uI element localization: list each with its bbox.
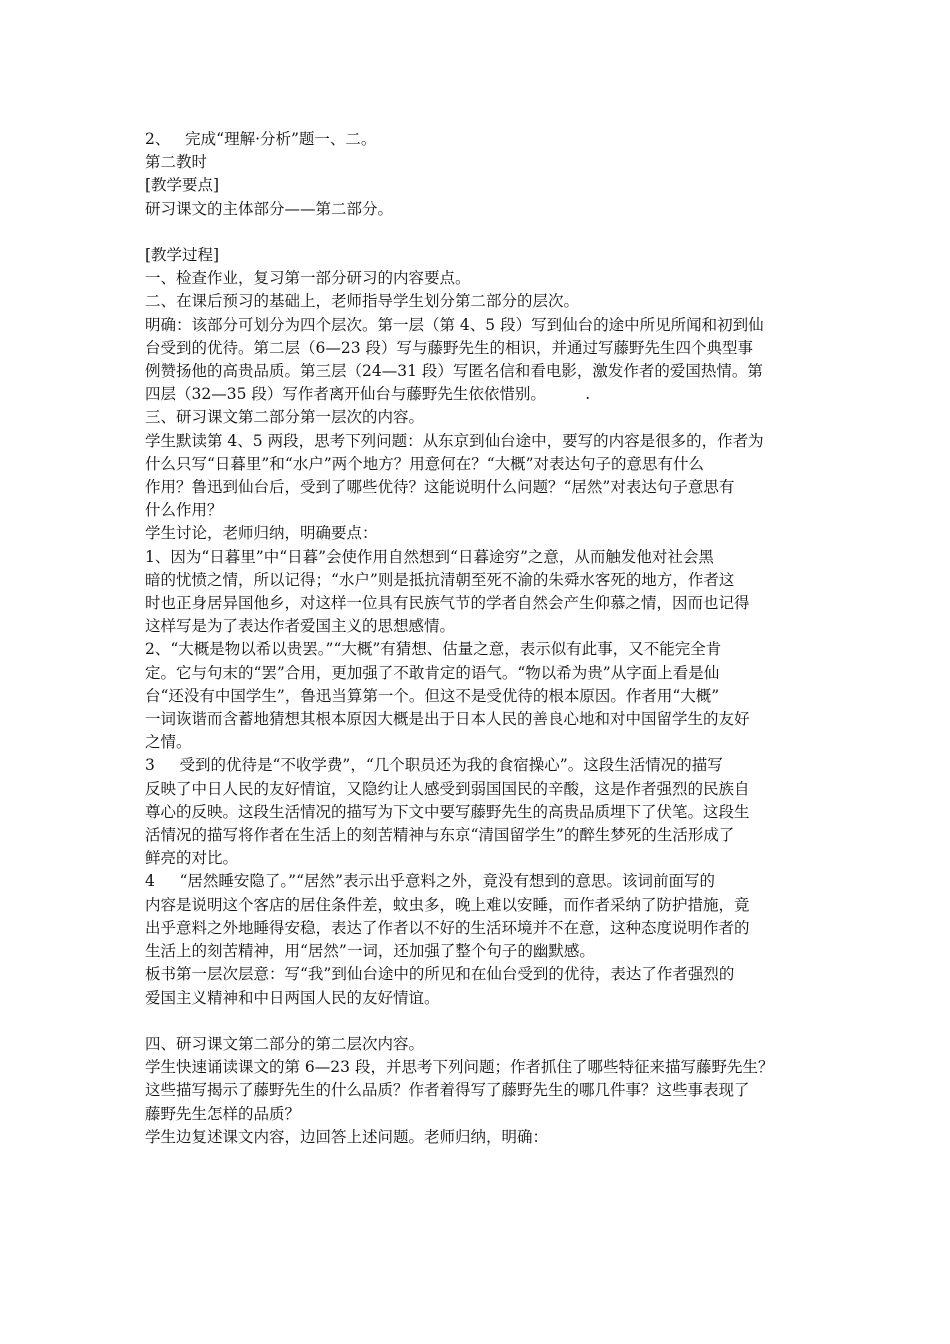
text-line: 台“还没有中国学生”，鲁迅当算第一个。但这不是受优待的根本原因。作者用“大概” <box>145 686 720 705</box>
text-line: 什么只写“日暮里”和“水户”两个地方？用意何在？“大概”对表达句子的意思有什么 <box>145 454 705 473</box>
section-heading: 第二教时 <box>145 153 208 172</box>
text-line: 作用？鲁迅到仙台后，受到了哪些优待？这能说明什么问题？“居然”对表达句子意思有 <box>145 478 735 497</box>
document-body <box>145 128 813 1149</box>
text-line: 二、在课后预习的基础上，老师指导学生划分第二部分的层次。 <box>145 292 580 311</box>
text-line: 研习课文的主体部分——第二部分。 <box>145 199 394 218</box>
text-line: 三、研习课文第二部分第一层次的内容。 <box>145 408 425 427</box>
text-line: 学生边复述课文内容，边回答上述问题。老师归纳，明确： <box>145 1127 549 1146</box>
text-line: 内容是说明这个客店的居住条件差，蚊虫多，晚上难以安睡，而作者采纳了防护措施，竟 <box>145 895 750 914</box>
text-line: 时也正身居异国他乡，对这样一位具有民族气节的学者自然会产生仰慕之情，因而也记得 <box>145 594 750 613</box>
text-line: 藤野先生怎样的品质？ <box>145 1104 301 1123</box>
text-line: 尊心的反映。这段生活情况的描写为下文中要写藤野先生的高贵品质埋下了伏笔。这段生 <box>145 802 750 821</box>
text-line: 4 “居然睡安隐了。”“居然”表示出乎意料之外，竟没有想到的意思。该词前面写的 <box>145 872 715 891</box>
section-label: [教学过程] <box>145 246 220 264</box>
text-line: 四层（32—35 段）写作者离开仙台与藤野先生依依惜别。 . <box>145 385 591 404</box>
text-line: 台受到的优待。第二层（6—23 段）写与藤野先生的相识，并通过写藤野先生四个典型事 <box>145 338 754 357</box>
text-line: 定。它与句末的“罢”合用，更加强了不敢肯定的语气。“物以希为贵”从字面上看是仙 <box>145 663 720 682</box>
text-line: 学生讨论，老师归纳，明确要点： <box>145 524 378 543</box>
text-line: 爱国主义精神和中日两国人民的友好情谊。 <box>145 988 440 1007</box>
text-line: 学生快速诵读课文的第 6—23 段，并思考下列问题；作者抓住了哪些特征来描写藤野先生？ <box>145 1058 774 1077</box>
text-line: 这样写是为了表达作者爱国主义的思想感情。 <box>145 617 456 636</box>
blank-line <box>145 221 813 244</box>
text-line: 鲜亮的对比。 <box>145 849 239 868</box>
text-line: 暗的忧愤之情，所以记得；“水户”则是抵抗清朝至死不渝的朱舜水客死的地方，作者这 <box>145 570 735 589</box>
text-line: 反映了中日人民的友好情谊，又隐约让人感受到弱国国民的辛酸，这是作者强烈的民族自 <box>145 779 750 798</box>
text-line: 1、因为“日暮里”中“日暮”会使作用自然想到“日暮途穷”之意，从而触发他对社会黑 <box>145 547 714 566</box>
text-line: 2、 完成“理解·分析”题一、二。 <box>145 130 377 148</box>
text-line: 明确：该部分可划分为四个层次。第一层（第 4、5 段）写到仙台的途中所见所闻和初到仙 <box>145 315 764 334</box>
text-line: 四、研习课文第二部分的第二层次内容。 <box>145 1034 425 1053</box>
text-line: 板书第一层次层意：写“我”到仙台途中的所见和在仙台受到的优待，表达了作者强烈的 <box>145 965 735 984</box>
text-line: 例赞扬他的高贵品质。第三层（24—31 段）写匿名信和看电影，激发作者的爱国热情。第 <box>145 362 763 381</box>
blank-line <box>145 1010 813 1033</box>
section-label: [教学要点] <box>145 176 220 195</box>
text-line: 2、“大概是物以希以贵罢。”“大概”有猜想、估量之意，表示似有此事，又不能完全肯 <box>145 640 722 659</box>
text-line: 活情况的描写将作者在生活上的刻苦精神与东京“清国留学生”的醉生梦死的生活形成了 <box>145 826 735 845</box>
text-line: 学生默读第 4、5 两段，思考下列问题：从东京到仙台途中，要写的内容是很多的，作者为 <box>145 431 764 450</box>
text-line: 什么作用？ <box>145 501 223 520</box>
text-line: 出乎意料之外地睡得安稳，表达了作者以不好的生活环境并不在意，这种态度说明作者的 <box>145 918 750 937</box>
text-line: 一、检查作业，复习第一部分研习的内容要点。 <box>145 269 471 288</box>
text-line: 生活上的刻苦精神，用“居然”一词，还加强了整个句子的幽默感。 <box>145 942 595 961</box>
text-line: 一词诙谐而含蓄地猜想其根本原因大概是出于日本人民的善良心地和对中国留学生的友好 <box>145 710 750 729</box>
text-line: 这些描写揭示了藤野先生的什么品质？作者着得写了藤野先生的哪几件事？这些事表现了 <box>145 1081 750 1100</box>
text-line: 3 受到的优待是“不收学费”，“几个职员还为我的食宿操心”。这段生活情况的描写 <box>145 756 723 775</box>
text-line: 之情。 <box>145 733 192 752</box>
